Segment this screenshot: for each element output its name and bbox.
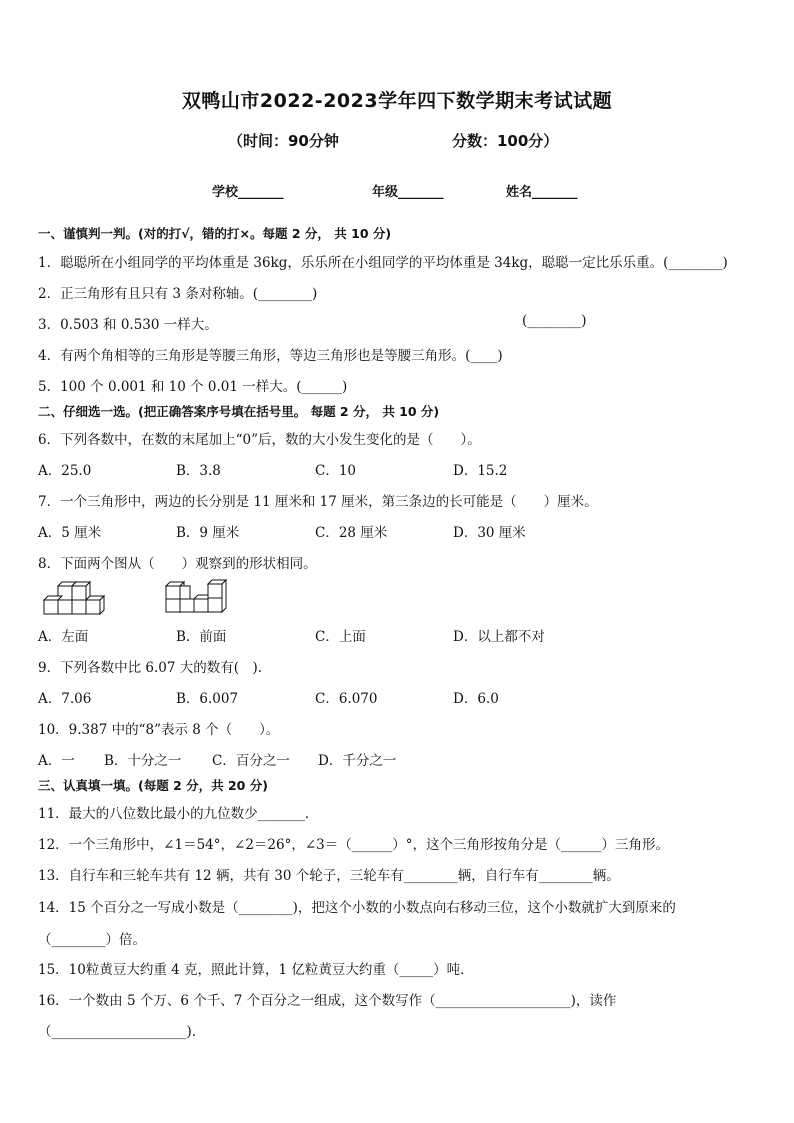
question-5: 5．100 个 0.001 和 10 个 0.01 一样大。(______) bbox=[38, 379, 348, 395]
question-4: 4．有两个角相等的三角形是等腰三角形，等边三角形也是等腰三角形。(____) bbox=[38, 348, 503, 364]
question-8-option-d[interactable]: D．以上都不对 bbox=[453, 629, 545, 645]
question-9-option-d[interactable]: D．6.0 bbox=[453, 691, 499, 707]
question-16-line-2: （____________________). bbox=[38, 1024, 197, 1040]
question-1: 1．聪聪所在小组同学的平均体重是 36kg，乐乐所在小组同学的平均体重是 34kg，聪聪一定比乐乐重。(________) bbox=[38, 255, 728, 271]
exam-time: （时间：90分钟 bbox=[228, 132, 339, 150]
question-9-option-b[interactable]: B．6.007 bbox=[176, 691, 239, 707]
cube-figure-1 bbox=[38, 578, 108, 616]
question-6-option-c[interactable]: C．10 bbox=[315, 463, 357, 479]
question-6: 6．下列各数中，在数的末尾加上“0”后，数的大小发生变化的是（ ）。 bbox=[38, 432, 481, 448]
question-10-option-c[interactable]: C．百分之一 bbox=[212, 753, 290, 769]
question-9-option-a[interactable]: A．7.06 bbox=[38, 691, 92, 707]
question-8-option-c[interactable]: C．上面 bbox=[315, 629, 366, 645]
cube-figure-2 bbox=[162, 576, 242, 616]
question-7-option-c[interactable]: C．28 厘米 bbox=[315, 525, 388, 541]
question-8-option-a[interactable]: A．左面 bbox=[38, 629, 89, 645]
question-8-option-b[interactable]: B．前面 bbox=[176, 629, 227, 645]
section-3-heading: 三、认真填一填。(每题 2 分，共 20 分) bbox=[38, 778, 268, 793]
section-1-heading: 一、谨慎判一判。(对的打√，错的打×。每题 2 分， 共 10 分) bbox=[38, 226, 392, 241]
question-10-option-d[interactable]: D．千分之一 bbox=[318, 753, 397, 769]
exam-score: 分数：100分） bbox=[452, 132, 559, 150]
question-16-line-1: 16．一个数由 5 个万、6 个千、7 个百分之一组成，这个数写作（____________________)，读作 bbox=[38, 993, 617, 1009]
question-7-option-a[interactable]: A．5 厘米 bbox=[38, 525, 102, 541]
exam-title: 双鸭山市2022-2023学年四下数学期末考试试题 bbox=[181, 90, 613, 112]
question-11: 11．最大的八位数比最小的九位数少_______． bbox=[38, 806, 319, 822]
question-15: 15．10粒黄豆大约重 4 克，照此计算，1 亿粒黄豆大约重（_____）吨． bbox=[38, 962, 474, 978]
question-10: 10．9.387 中的“8”表示 8 个（ ）。 bbox=[38, 722, 280, 738]
name-field[interactable]: 姓名_______ bbox=[506, 185, 578, 200]
section-2-heading: 二、仔细选一选。(把正确答案序号填在括号里。 每题 2 分， 共 10 分) bbox=[38, 404, 440, 419]
question-14-line-1: 14．15 个百分之一写成小数是（________)，把这个小数的小数点向右移动三位，这个小数就扩大到原来的 bbox=[38, 900, 676, 916]
question-6-option-b[interactable]: B．3.8 bbox=[176, 463, 221, 479]
question-9: 9．下列各数中比 6.07 大的数有( ). bbox=[38, 660, 263, 676]
question-7-option-d[interactable]: D．30 厘米 bbox=[453, 525, 526, 541]
question-13: 13．自行车和三轮车共有 12 辆，共有 30 个轮子，三轮车有________辆，自行车有________辆。 bbox=[38, 868, 620, 884]
question-10-option-a[interactable]: A．一 bbox=[38, 753, 75, 769]
question-3-blank[interactable]: (________) bbox=[522, 313, 587, 329]
question-6-option-d[interactable]: D．15.2 bbox=[453, 463, 508, 479]
question-14-line-2: （________）倍。 bbox=[38, 932, 146, 948]
question-7: 7．一个三角形中，两边的长分别是 11 厘米和 17 厘米，第三条边的长可能是（ ）厘米。 bbox=[38, 494, 598, 510]
question-12: 12．一个三角形中，∠1＝54°，∠2＝26°，∠3＝（______）°，这个三角形按角分是（______）三角形。 bbox=[38, 837, 669, 853]
question-10-option-b[interactable]: B．十分之一 bbox=[104, 753, 182, 769]
school-field[interactable]: 学校_______ bbox=[212, 185, 284, 200]
question-6-option-a[interactable]: A．25.0 bbox=[38, 463, 92, 479]
grade-field[interactable]: 年级_______ bbox=[372, 185, 444, 200]
question-8: 8．下面两个图从（ ）观察到的形状相同。 bbox=[38, 556, 317, 572]
question-3: 3．0.503 和 0.530 一样大。 bbox=[38, 317, 218, 333]
question-2: 2．正三角形有且只有 3 条对称轴。(________) bbox=[38, 286, 318, 302]
question-7-option-b[interactable]: B．9 厘米 bbox=[176, 525, 240, 541]
question-9-option-c[interactable]: C．6.070 bbox=[315, 691, 378, 707]
